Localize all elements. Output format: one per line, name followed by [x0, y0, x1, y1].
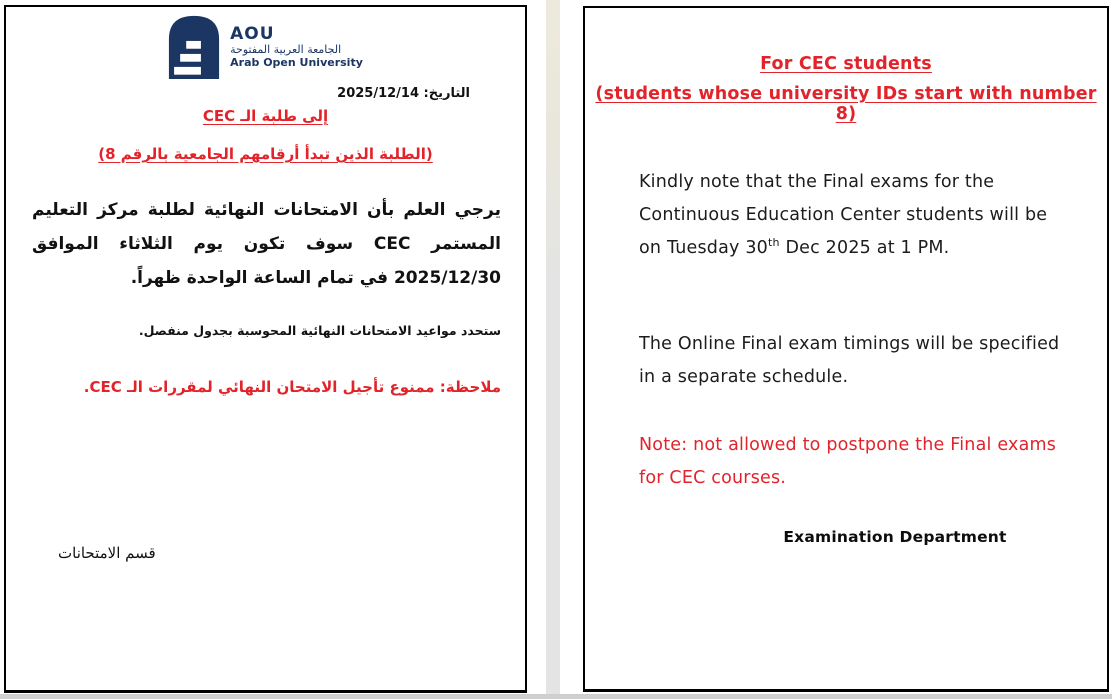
arabic-signature-exam-department: قسم الامتحانات: [58, 544, 156, 562]
english-heading-id-number-8: (students whose university IDs start with number 8): [595, 84, 1097, 124]
bottom-edge-strip: [0, 694, 1112, 699]
aou-logo-text: [230, 25, 363, 70]
english-postpone-warning: Note: not allowed to postpone the Final exams for CEC courses.: [639, 435, 1057, 488]
aou-acronym: AOU: [230, 23, 275, 44]
aou-logo: [6, 15, 525, 79]
arabic-notice-page: [4, 5, 527, 693]
english-online-timings-paragraph: The Online Final exam timings will be specified in a separate schedule.: [639, 334, 1060, 387]
aou-name-arabic: الجامعة العربية المفتوحة: [230, 43, 342, 57]
arabic-heading-cec-students: إلى طلبة الـ CEC: [202, 107, 329, 125]
arabic-heading-id-number-8: (الطلبة الذين تبدأ أرقامهم الجامعية بالرقم 8): [98, 145, 433, 163]
english-body-paragraph: [639, 166, 1061, 265]
english-body-text-post: Dec 2025 at 1 PM.: [779, 238, 950, 258]
ordinal-superscript: th: [768, 236, 780, 250]
english-body-text-pre: Kindly note that the Final exams for the Continuous Education Center students will be on Tuesday 30: [639, 172, 1048, 258]
date-line: التاريخ: 2025/12/14: [337, 86, 470, 101]
english-signature-exam-department: Examination Department: [783, 528, 1007, 546]
arabic-postpone-warning: ملاحظة: ممنوع تأجيل الامتحان النهائي لمقررات الـ CEC.: [83, 378, 501, 396]
page-gap-divider: [546, 0, 560, 699]
aou-name-english: Arab Open University: [230, 55, 363, 69]
english-heading-cec-students: For CEC students: [760, 54, 932, 74]
aou-arch-logo-icon: [168, 15, 220, 79]
arabic-schedule-note: ستحدد مواعيد الامتحانات النهائية المحوسبة بجدول منفصل.: [138, 323, 501, 338]
arabic-body-paragraph: يرجي العلم بأن الامتحانات النهائية لطلبة مركز التعليم المستمر CEC سوف تكون يوم الثلاثاء الموافق 2025/12/30 في تمام الساعة الواحدة ظهراً.: [32, 200, 501, 288]
english-notice-page: [583, 6, 1109, 692]
